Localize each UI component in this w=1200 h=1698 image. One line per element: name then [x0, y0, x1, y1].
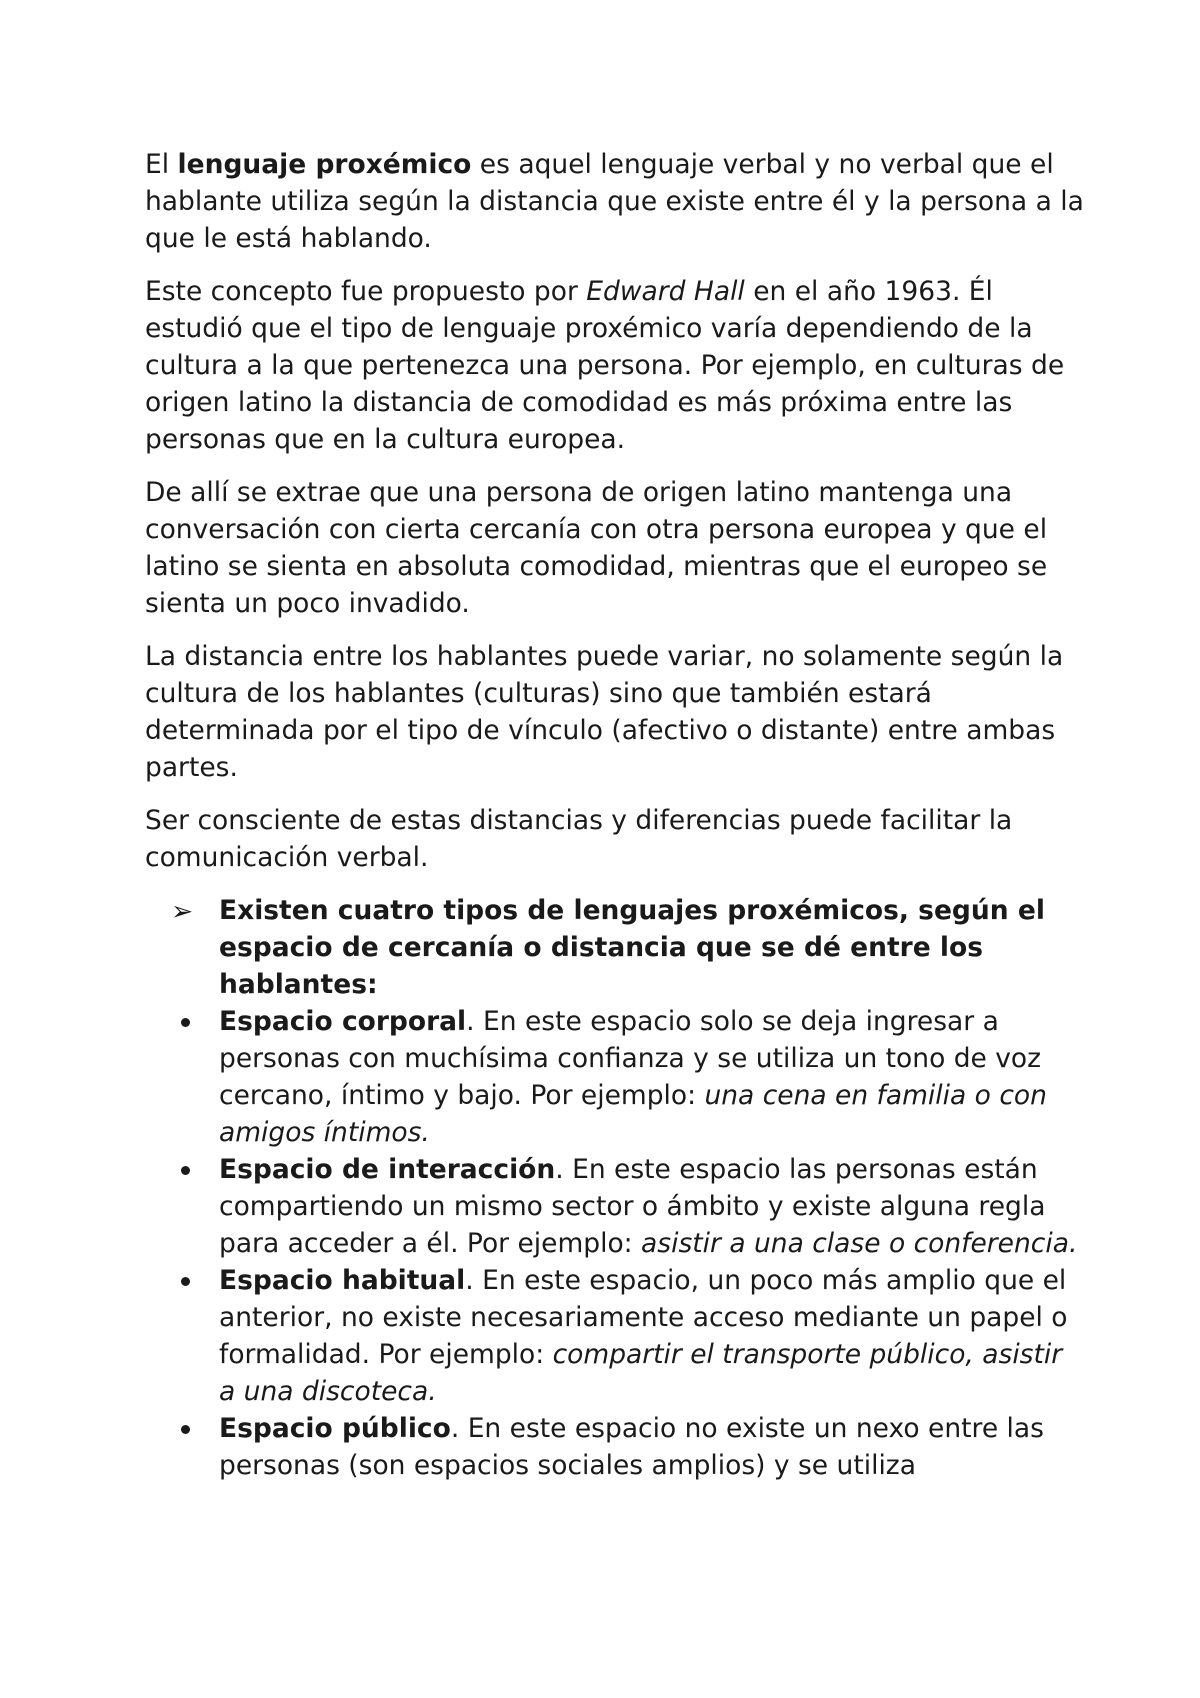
types-list: [145, 1003, 1085, 1484]
bullet-icon: [181, 1018, 190, 1027]
type-title: Espacio corporal: [219, 1006, 467, 1037]
type-description: . En este espacio, un poco más amplio que el anterior, no existe necesariamente acceso mediante un papel o formalidad. Por ejemplo:: [219, 1265, 1068, 1370]
term-bold: lenguaje proxémico: [177, 149, 472, 180]
paragraph-text: El: [145, 149, 178, 180]
type-example: una cena en familia o con amigos íntimos.: [219, 1080, 1047, 1148]
paragraph-text: es aquel lenguaje verbal y no verbal que el hablante utiliza según la distancia que existe entre él y la persona a la que le está hablando.: [145, 149, 1084, 254]
paragraph-text: Este concepto fue propuesto por: [145, 276, 587, 307]
list-item: [145, 1410, 1085, 1484]
paragraph-definition: [145, 146, 1085, 257]
paragraph-conclusion: Ser consciente de estas distancias y diferencias puede facilitar la comunicación verbal.: [145, 805, 1013, 873]
type-example: asistir a una clase o conferencia.: [641, 1228, 1078, 1259]
types-heading: [145, 892, 1085, 1003]
list-item: [145, 1262, 1085, 1410]
document-page: [145, 146, 1085, 1484]
paragraph-origin: [145, 273, 1085, 458]
bullet-icon: [181, 1277, 190, 1286]
type-title: Espacio de interacción: [219, 1154, 556, 1185]
type-title: Espacio habitual: [219, 1265, 466, 1296]
type-title: Espacio público: [219, 1413, 451, 1444]
author-name: Edward Hall: [586, 276, 745, 307]
type-description: . En este espacio no existe un nexo entre las personas (son espacios sociales amplios) y se utiliza: [219, 1413, 1044, 1481]
paragraph-text: en el año 1963. Él estudió que el tipo de lenguaje proxémico varía dependiendo de la cultura a la que pertenezca una persona. Por ejemplo, en culturas de origen latino la distancia de comodidad es más próxima entre las personas que en la cultura europea.: [145, 276, 1065, 455]
list-item: [145, 1003, 1085, 1151]
bullet-icon: [181, 1425, 190, 1434]
paragraph-variation: La distancia entre los hablantes puede variar, no solamente según la cultura de los hablantes (culturas) sino que también estará determinada por el tipo de vínculo (afectivo o distante) entre ambas partes.: [145, 641, 1064, 783]
paragraph-example: De allí se extrae que una persona de origen latino mantenga una conversación con cierta cercanía con otra persona europea y que el latino se sienta en absoluta comodidad, mientras que el europeo se sienta un poco invadido.: [145, 477, 1048, 619]
bullet-icon: [181, 1166, 190, 1175]
list-item: [145, 1151, 1085, 1262]
type-example: compartir el transporte público, asistir a una discoteca.: [219, 1339, 1063, 1407]
type-description: . En este espacio las personas están compartiendo un mismo sector o ámbito y existe alguna regla para acceder a él. Por ejemplo:: [219, 1154, 1046, 1259]
types-heading-text: Existen cuatro tipos de lenguajes proxémicos, según el espacio de cercanía o distancia que se dé entre los hablantes:: [219, 895, 1045, 1000]
arrow-bullet-icon: ➢: [171, 896, 194, 927]
type-description: . En este espacio solo se deja ingresar a personas con muchísima confianza y se utiliza un tono de voz cercano, íntimo y bajo. Por ejemplo:: [219, 1006, 1042, 1111]
